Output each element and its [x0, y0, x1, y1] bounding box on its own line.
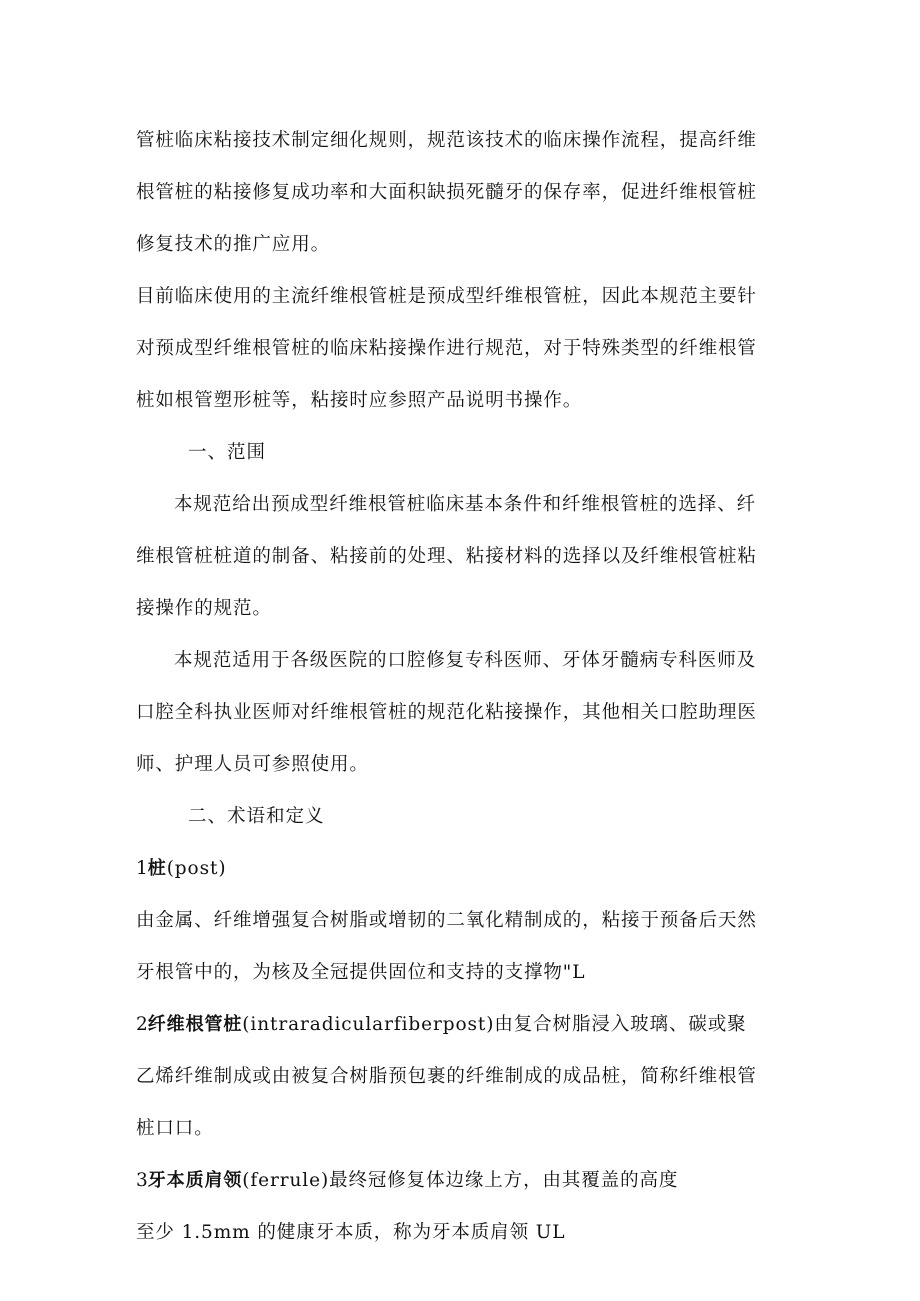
text-line: 师、护理人员可参照使用。 — [136, 754, 369, 775]
definition-text: (ferrule)最终冠修复体边缘上方，由其覆盖的高度 — [242, 1170, 679, 1191]
text-line: 对预成型纤维根管桩的临床粘接操作进行规范，对于特殊类型的纤维根管 — [136, 338, 757, 359]
scope-paragraph-1 — [136, 492, 792, 622]
definition-title-line — [136, 856, 792, 882]
definition-title-line — [136, 1012, 792, 1038]
scope-paragraph-2 — [136, 648, 792, 778]
definition-term: 牙本质肩领 — [147, 1170, 243, 1191]
section-heading-terms: 二、术语和定义 — [188, 806, 325, 827]
definition-text: (intraradicularfiberpost)由复合树脂浸入玻璃、碳或聚 — [242, 1014, 747, 1035]
definition-number: 1 — [136, 858, 148, 879]
text-line: 桩如根管塑形桩等，粘接时应参照产品说明书操作。 — [136, 390, 583, 411]
text-line: 管桩临床粘接技术制定细化规则，规范该技术的临床操作流程，提高纤维 — [136, 130, 757, 151]
text-line: 修复技术的推广应用。 — [136, 234, 331, 255]
section-heading-scope: 一、范围 — [188, 442, 267, 463]
definition-english: (post) — [166, 858, 227, 879]
definition-fiber-post — [136, 1012, 792, 1142]
definition-title-line — [136, 1168, 792, 1194]
text-line: 乙烯纤维制成或由被复合树脂预包裹的纤维制成的成品桩，简称纤维根管 — [136, 1066, 757, 1087]
text-line: 由金属、纤维增强复合树脂或增韧的二氧化精制成的，粘接于预备后天然 — [136, 910, 757, 931]
definition-ferrule — [136, 1168, 792, 1246]
text-line: 目前临床使用的主流纤维根管桩是预成型纤维根管桩，因此本规范主要针 — [136, 286, 757, 307]
definition-term: 纤维根管桩 — [147, 1014, 243, 1035]
definition-number: 3 — [136, 1170, 148, 1191]
text-line: 口腔全科执业医师对纤维根管桩的规范化粘接操作，其他相关口腔助理医 — [136, 702, 757, 723]
text-line: 接操作的规范。 — [136, 598, 272, 619]
definition-term: 桩 — [147, 858, 167, 879]
text-line: 根管桩的粘接修复成功率和大面积缺损死髓牙的保存率，促进纤维根管桩 — [136, 182, 757, 203]
definition-number: 2 — [136, 1014, 148, 1035]
definition-post — [136, 856, 792, 986]
text-line: 至少 1.5mm 的健康牙本质，称为牙本质肩领 UL — [136, 1222, 566, 1243]
text-line: 桩口口。 — [136, 1118, 214, 1139]
intro-paragraph-1 — [136, 128, 792, 258]
intro-paragraph-2 — [136, 284, 792, 414]
text-line: 维根管桩桩道的制备、粘接前的处理、粘接材料的选择以及纤维根管桩粘 — [136, 546, 757, 567]
text-line: 牙根管中的，为核及全冠提供固位和支持的支撑物"L — [136, 962, 586, 983]
text-line: 本规范适用于各级医院的口腔修复专科医师、牙体牙髓病专科医师及 — [174, 650, 757, 671]
text-line: 本规范给出预成型纤维根管桩临床基本条件和纤维根管桩的选择、纤 — [174, 494, 757, 515]
